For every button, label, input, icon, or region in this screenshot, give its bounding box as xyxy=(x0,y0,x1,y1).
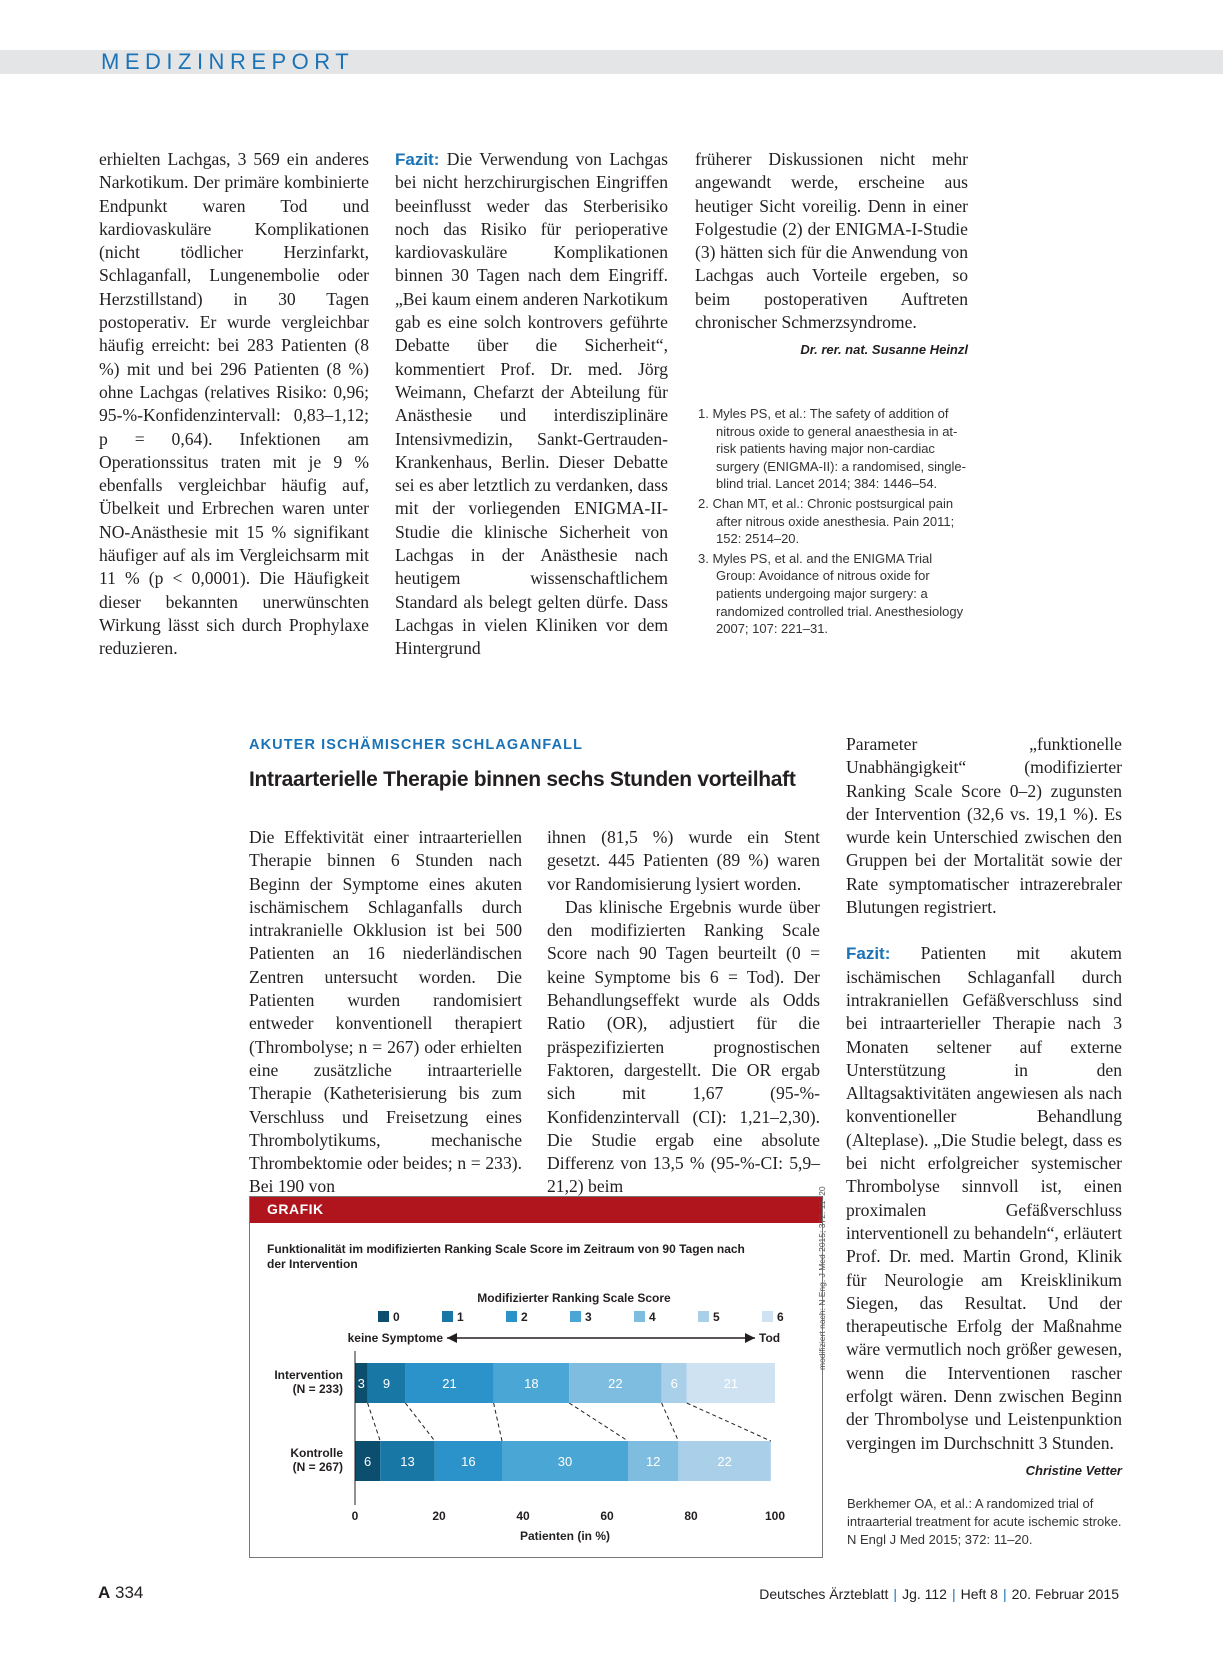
bar-value-label: 21 xyxy=(442,1376,457,1391)
page-number-value: 334 xyxy=(115,1583,144,1602)
paragraph: Das klinische Ergebnis wurde über den modifizierten Ranking Scale Score nach 90 Tagen beurteilt (0 = keine Symptome bis 6 = Tod). Der Behandlungseffekt wurde als Odds Ratio (OR), adjustiert für die präspezifizierten prognostischen Faktoren, dargestellt. Die OR ergab sich mit 1,67 (95-%-Konfidenzintervall (CI): 1,21–2,30). Die Studie ergab eine absolute Differenz von 13,5 % (95-%-CI: 5,9–21,2) beim xyxy=(547,896,820,1197)
bar-value-label: 22 xyxy=(608,1376,623,1391)
references-list xyxy=(698,405,973,640)
separator: | xyxy=(893,1586,898,1602)
bar-value-label: 13 xyxy=(400,1454,415,1469)
x-tick-label: 80 xyxy=(684,1509,698,1523)
legend-label: 2 xyxy=(521,1310,528,1324)
legend-swatch xyxy=(570,1311,581,1322)
paragraph-text: Die Verwendung von Lachgas bei nicht herzchirurgischen Eingriffen beeinflusst weder das Sterberisiko noch das Risiko für perioperative kardiovaskuläre Komplikationen binnen 30 Tagen nach dem Eingriff. „Bei kaum einem anderen Narkotikum gab es eine solch kontrovers geführte Debatte über die Sicherheit“, kommentiert Prof. Dr. med. Jörg Weimann, Chefarzt der Abteilung für Anästhesie und interdisziplinäre Intensivmedizin, Sankt-Gertrauden-Krankenhaus, Berlin. Dieser Debatte sei es aber letztlich zu verdanken, dass mit der vorliegenden ENIGMA-II-Studie die klinische Sicherheit von Lachgas in der Anästhesie nach heutigem wissenschaftlichem Standard als belegt gelten dürfe. Dass Lachgas in vielen Kliniken vor dem Hintergrund xyxy=(395,149,668,659)
legend-label: 3 xyxy=(585,1310,592,1324)
x-tick-label: 0 xyxy=(351,1509,359,1523)
legend-label: 4 xyxy=(649,1310,656,1324)
arrow-left-head xyxy=(447,1333,457,1343)
separator: | xyxy=(1002,1586,1007,1602)
bar-value-label: 9 xyxy=(382,1376,391,1391)
page-prefix: A xyxy=(98,1583,111,1602)
author-byline: Christine Vetter xyxy=(1025,1462,1122,1478)
x-tick-label: 40 xyxy=(516,1509,530,1523)
x-tick-label: 20 xyxy=(432,1509,446,1523)
fazit-label: Fazit: xyxy=(846,944,891,964)
bar-value-label: 30 xyxy=(557,1454,573,1469)
section-title: MEDIZINREPORT xyxy=(101,49,355,74)
legend-swatch xyxy=(762,1311,773,1322)
connector-line xyxy=(662,1403,679,1441)
bar-value-label: 6 xyxy=(363,1454,372,1469)
paragraph-text: Patienten mit akutem ischämischen Schlaganfall durch intrakraniellen Gefäßverschluss sind bei intraarterieller Therapie nach 3 Monaten seltener auf externe Unterstützung in den Alltagsaktivitäten angewiesen als nach konventioneller Behandlung (Alteplase). „Die Studie belegt, dass es bei nicht erfolgreicher systemischer Thrombolyse sinnvoll ist, einen proximalen Gefäßverschluss interventionell zu behandeln“, erläutert Prof. Dr. med. Martin Grond, Klinik für Neurologie am Kreisklinikum Siegen, das Resultat. Und der therapeutische Erfolg der Maßnahme wäre vermutlich noch größer gewesen, wenn die Interventionen rascher erfolgt wären. Denn zwischen Beginn der Thrombolyse und Leistenpunktion vergingen im Durchschnitt 3 Stunden. xyxy=(846,943,1122,1453)
paragraph: ihnen (81,5 %) wurde ein Stent gesetzt. 445 Patienten (89 %) waren vor Randomisierung lysiert worden. xyxy=(547,827,820,894)
legend-swatch xyxy=(506,1311,517,1322)
journal-name: Deutsches Ärzteblatt xyxy=(759,1586,889,1602)
author-byline: Dr. rer. nat. Susanne Heinzl xyxy=(800,342,968,358)
chart-label: GRAFIK xyxy=(267,1201,324,1217)
bar-value-label: 21 xyxy=(723,1376,739,1391)
arrow-right-head xyxy=(745,1333,755,1343)
article-column-1 xyxy=(249,826,522,1199)
bar-value-label: 6 xyxy=(670,1376,678,1391)
journal-info xyxy=(759,1586,1119,1602)
chart-title-line-1: Funktionalität im modifizierten Ranking Scale Score im Zeitraum von 90 Tagen nach xyxy=(267,1242,745,1256)
paragraph: Die Effektivität einer intraarteriellen Therapie binnen 6 Stunden nach Beginn der Symptome eines akuten ischämischem Schlaganfalls durch intrakranielle Okklusion ist bei 500 Patienten an 16 niederländischen Zentren untersucht worden. Die Patienten wurden randomisiert entweder konventionell therapiert (Thrombolyse; n = 267) oder erhielten eine zusätzliche intraarterielle Therapie (Katheterisierung bis zum Verschluss und Freisetzung eines Thrombolytikums, mechanische Thrombektomie oder beides; n = 233). Bei 190 von xyxy=(249,827,522,1197)
legend-label: 0 xyxy=(393,1310,400,1324)
paragraph: früherer Diskussionen nicht mehr angewandt werde, erscheine aus heutiger Sicht voreilig. Denn in einer Folgestudie (2) der ENIGMA-I-Studie (3) hätten sich für die Anwendung von Lachgas auch Vorteile ergeben, so beim postoperativen Auftreten chronischer Schmerzsyndrome. xyxy=(695,149,968,333)
x-tick-label: 60 xyxy=(600,1509,614,1523)
x-tick-label: 100 xyxy=(764,1509,786,1523)
article-kicker: AKUTER ISCHÄMISCHER SCHLAGANFALL xyxy=(249,737,584,753)
paragraph: erhielten Lachgas, 3 569 ein anderes Narkotikum. Der primäre kombinierte Endpunkt waren Tod und kardiovaskuläre Komplikationen (nicht tödlicher Herzinfarkt, Schlaganfall, Lungenembolie oder Herzstillstand) in 30 Tagen postoperativ. Er wurde vergleichbar häufig erreicht: bei 283 Patienten (8 %) mit und bei 296 Patienten (8 %) ohne Lachgas (relatives Risiko: 0,96; 95-%-Konfidenzintervall: 0,83–1,12; p = 0,64). Infektionen am Operationssitus traten mit je 9 % ebenfalls vergleichbar häufig auf, Übelkeit und Erbrechen waren unter NO-Anästhesie mit 15 % signifikant häufiger auf als im Vergleichsarm mit 11 % (p < 0,0001). Die Häufigkeit dieser bekannten unerwünschten Wirkung lässt sich durch Prophylaxe reduzieren. xyxy=(99,149,369,659)
issue: Heft 8 xyxy=(960,1586,998,1602)
chart-box xyxy=(249,1196,823,1558)
connector-line xyxy=(368,1403,381,1441)
category-label: (N = 233) xyxy=(292,1382,343,1396)
bar-value-label: 3 xyxy=(357,1376,365,1391)
volume: Jg. 112 xyxy=(902,1586,947,1602)
legend-title: Modifizierter Ranking Scale Score xyxy=(477,1291,671,1305)
reference-item: 2. Chan MT, et al.: Chronic postsurgical pain after nitrous oxide anesthesia. Pain 2011; 152: 2514–20. xyxy=(698,495,955,547)
source-reference: Berkhemer OA, et al.: A randomized trial of intraarterial treatment for acute ischemic stroke. N Engl J Med 2015; 372: 11–20. xyxy=(847,1496,1122,1547)
article-title: Intraarterielle Therapie binnen sechs Stunden vorteilhaft xyxy=(249,768,796,791)
bar-value-label: 16 xyxy=(461,1454,476,1469)
page-number xyxy=(98,1583,143,1603)
paragraph xyxy=(395,148,668,661)
connector-line xyxy=(687,1403,771,1441)
legend-swatch xyxy=(442,1311,453,1322)
x-axis-label: Patienten (in %) xyxy=(519,1529,611,1543)
top-article-column-3 xyxy=(695,148,968,362)
reference-item: 3. Myles PS, et al. and the ENIGMA Trial Group: Avoidance of nitrous oxide for patients undergoing major surgery: a randomized controlled trial. Anesthesiology 2007; 107: 221–31. xyxy=(698,550,964,637)
legend-label: 6 xyxy=(777,1310,784,1324)
legend-label: 1 xyxy=(457,1310,464,1324)
category-label: Intervention xyxy=(274,1368,343,1382)
stacked-bar-chart xyxy=(250,1223,822,1557)
paragraph: Parameter „funktionelle Unabhängigkeit“ (modifizierter Ranking Scale Score 0–2) zugunsten der Intervention (32,6 vs. 19,1 %). Es wurde kein Unterschied zwischen den Gruppen bei der Mortalität sowie der Rate symptomatischer intrazerebraler Blutungen registriert. xyxy=(846,734,1122,918)
bar-value-label: 18 xyxy=(524,1376,539,1391)
top-article-column-1 xyxy=(99,148,369,661)
legend-swatch xyxy=(698,1311,709,1322)
chart-title-line-2: der Intervention xyxy=(267,1257,358,1271)
category-label: Kontrolle xyxy=(290,1446,343,1460)
article-column-3 xyxy=(846,733,1122,1482)
separator: | xyxy=(951,1586,956,1602)
chart-header xyxy=(250,1197,822,1223)
legend-swatch xyxy=(378,1311,389,1322)
bar-value-label: 22 xyxy=(717,1454,732,1469)
connector-line xyxy=(405,1403,434,1441)
reference-item: 1. Myles PS, et al.: The safety of addition of nitrous oxide to general anaesthesia in at-risk patients having major non-cardiac surgery (ENIGMA-II): a randomised, single-blind trial. Lancet 2014; 384: 1446–54. xyxy=(698,406,966,492)
legend-left-label: keine Symptome xyxy=(347,1331,443,1345)
fazit-label: Fazit: xyxy=(395,150,440,169)
connector-line xyxy=(569,1403,628,1441)
category-label: (N = 267) xyxy=(292,1460,343,1474)
connector-line xyxy=(494,1403,502,1441)
legend-label: 5 xyxy=(713,1310,720,1324)
chart-credit: modifiziert nach: N Eng. J Med 2015; 372: 11–20 xyxy=(817,1186,827,1370)
bar-value-label: 12 xyxy=(645,1454,661,1469)
date: 20. Februar 2015 xyxy=(1011,1586,1119,1602)
top-article-column-2 xyxy=(395,148,668,661)
article-column-2 xyxy=(547,826,820,1199)
paragraph xyxy=(846,942,1122,1455)
legend-right-label: Tod xyxy=(759,1331,781,1345)
legend-swatch xyxy=(634,1311,645,1322)
